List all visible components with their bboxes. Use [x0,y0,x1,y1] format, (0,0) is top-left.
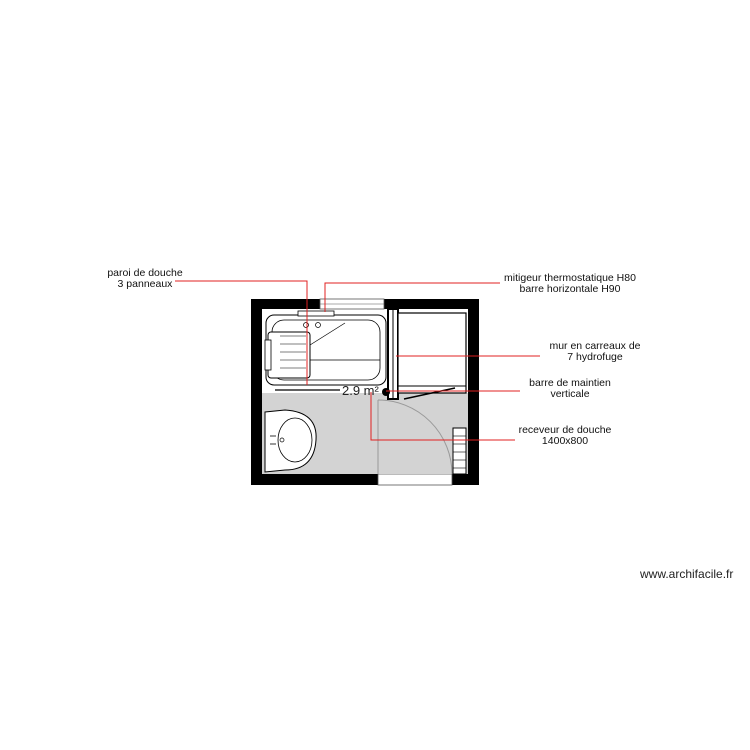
annotation-paroi: paroi de douche 3 panneaux [107,267,183,290]
shower-tray [398,313,466,393]
grab-bar-icon [382,388,390,396]
shower-seat [265,332,310,378]
partition-wall [388,309,398,399]
annotation-receveur: receveur de douche 1400x800 [518,424,612,447]
area-label: 2.9 m² [342,383,379,398]
watermark: www.archifacile.fr [640,567,734,581]
annotation-barre: barre de maintien verticale [529,377,611,400]
radiator [453,428,466,474]
annotation-mitigeur: mitigeur thermostatique H80 barre horizontale H90 [504,272,636,295]
annotation-mur: mur en carreaux de 7 hydrofuge [549,340,641,363]
